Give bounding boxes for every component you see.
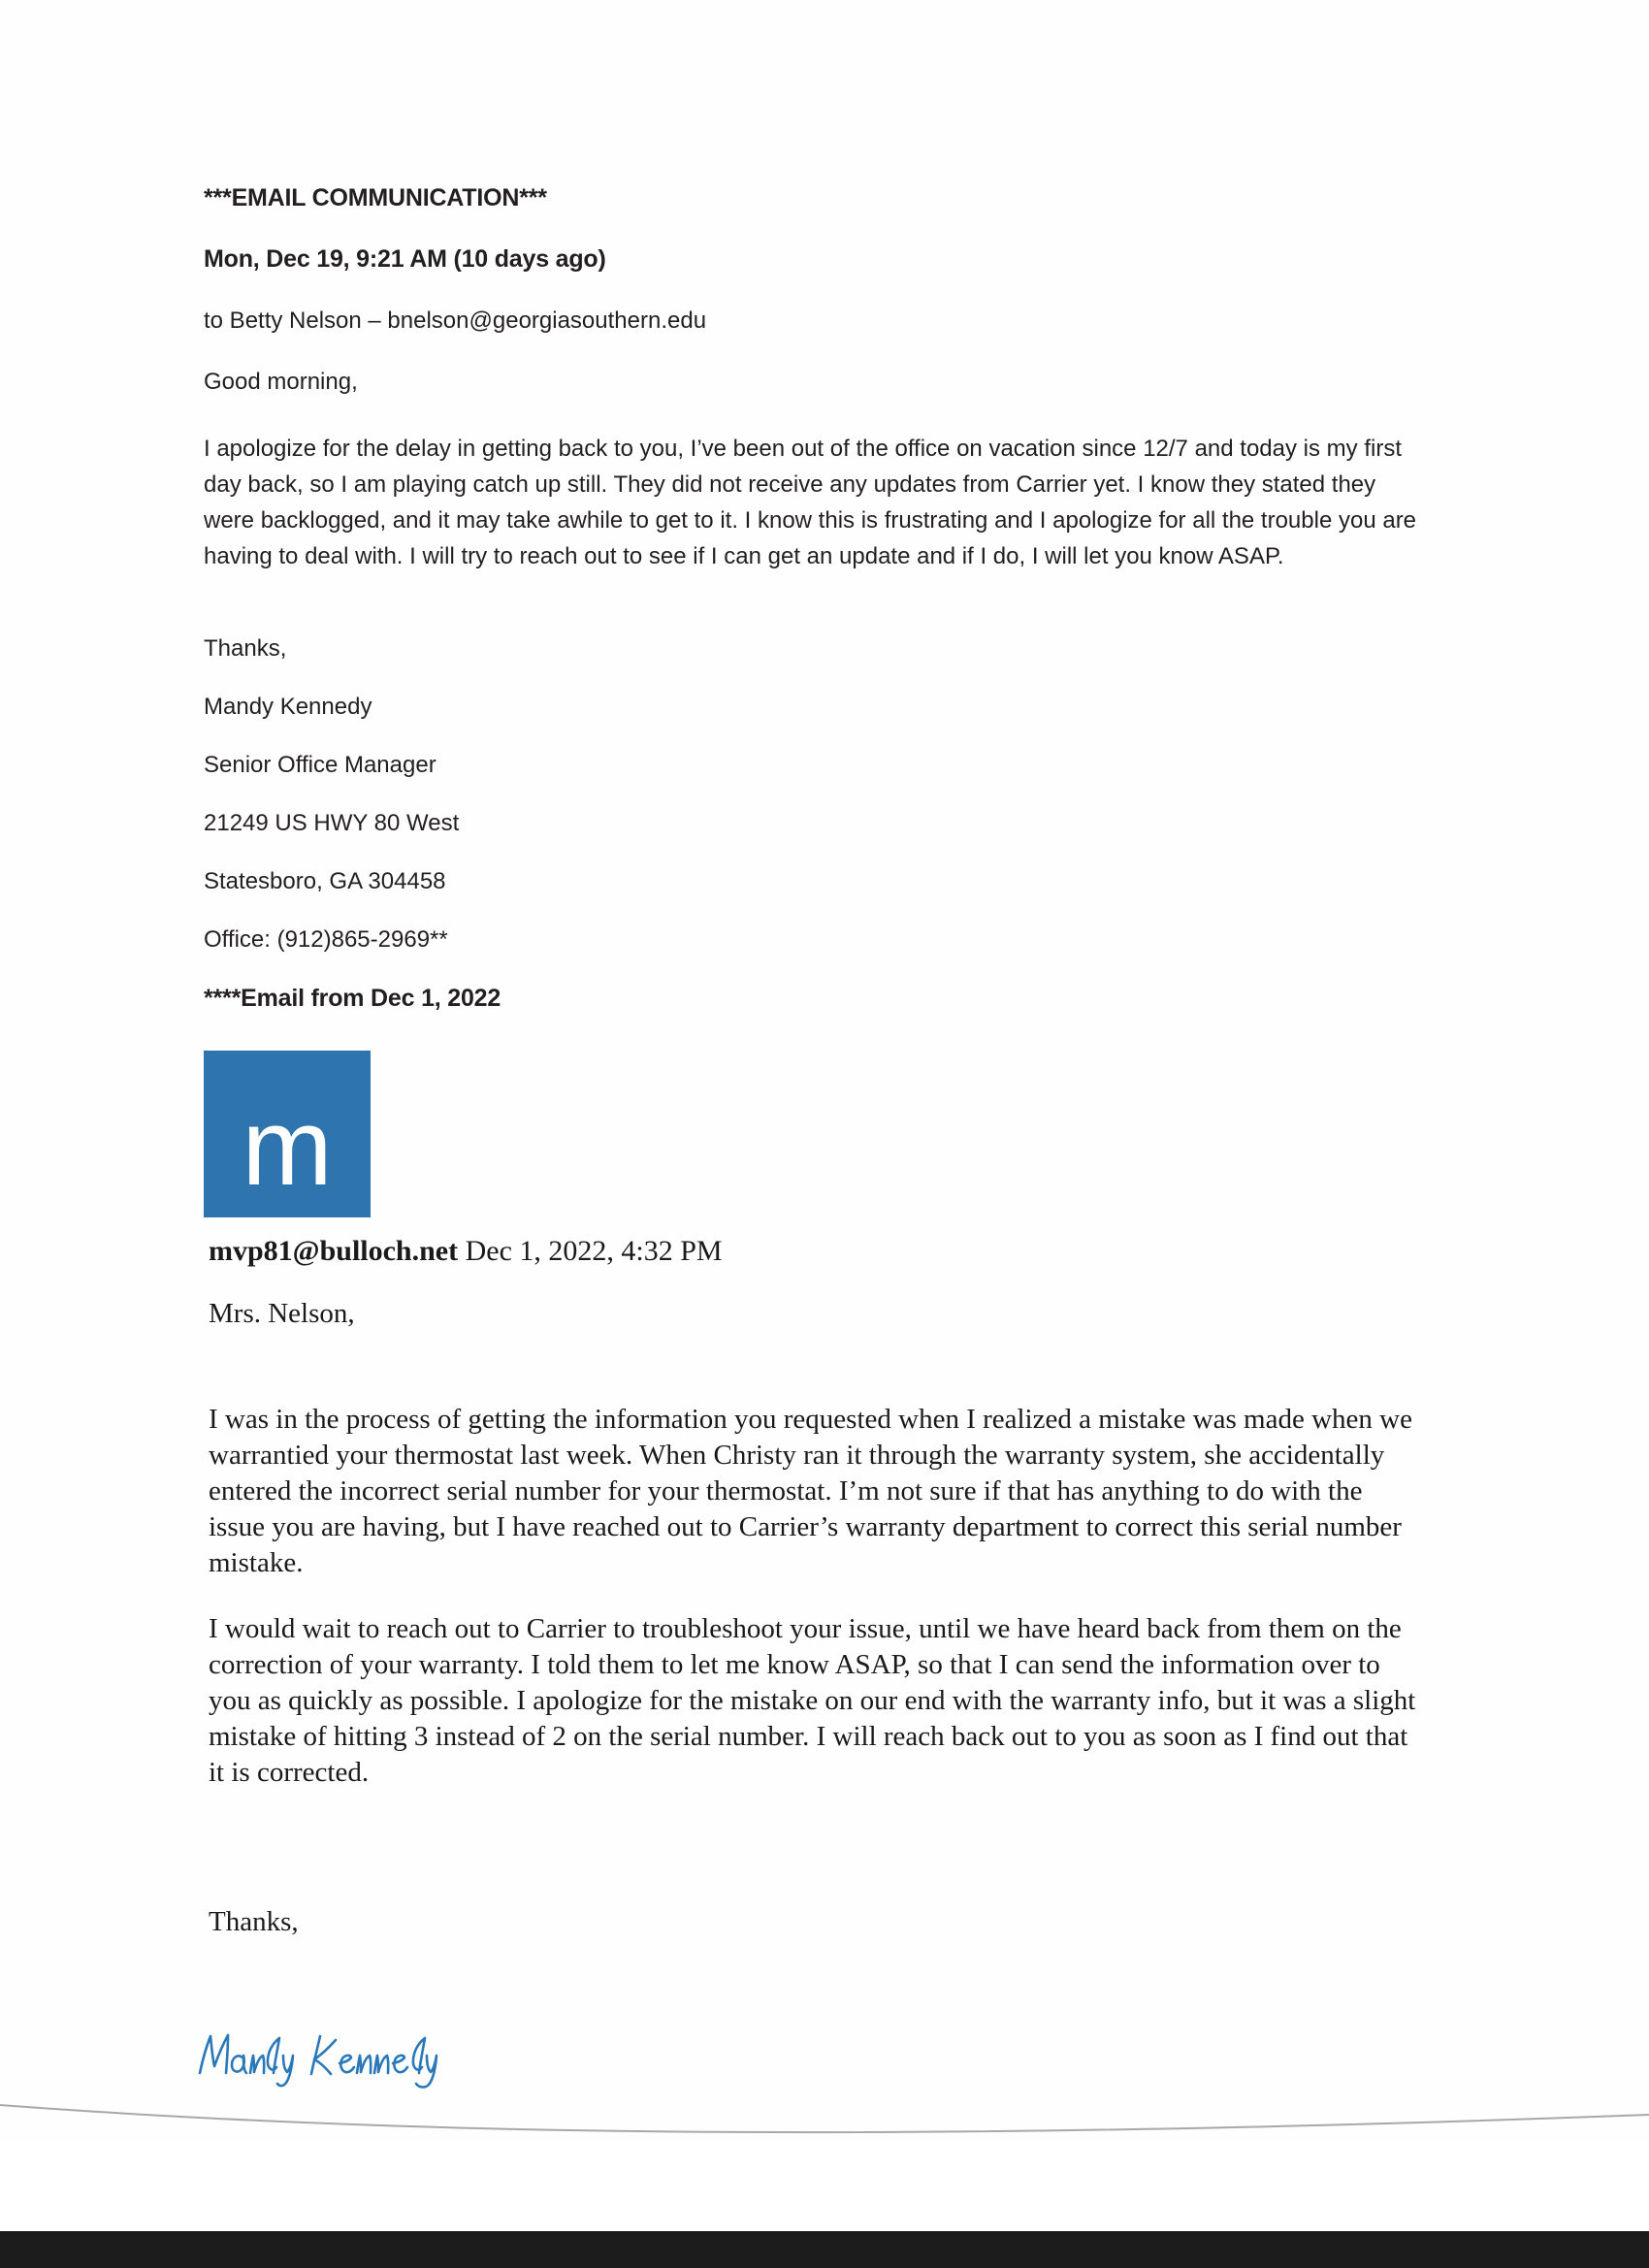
scanner-dark-band [0,2231,1649,2268]
forwarded-sender-line [209,1235,723,1268]
email-greeting: Good morning, [204,369,358,395]
email-signature-name: Mandy Kennedy [204,694,372,720]
email-signature-street: 21249 US HWY 80 West [204,810,460,836]
page-bottom-margin [0,2142,1649,2231]
email-recipient-line: to Betty Nelson – bnelson@georgiasouthern.edu [204,308,707,334]
email-communication-heading: ***EMAIL COMMUNICATION*** [204,184,547,211]
avatar-initial-letter: m [242,1086,333,1208]
forwarded-sender-date: Dec 1, 2022, 4:32 PM [465,1235,723,1267]
sender-avatar [204,1051,371,1217]
forwarded-paragraph-1: I was in the process of getting the information you requested when I realized a mistake was made when we warrantied your thermostat last week. When Christy ran it through the warranty system, she accidentally entered the incorrect serial number for your thermostat. I’m not sure if that has anything to do with the issue you are having, but I have reached out to Carrier’s warranty department to correct this serial number mistake. [209,1404,1412,1578]
handwritten-signature [194,2023,446,2090]
forwarded-email-heading: ****Email from Dec 1, 2022 [204,985,501,1012]
email-body-paragraph: I apologize for the delay in getting back to you, I’ve been out of the office on vacation since 12/7 and today is my first day back, so I am playing catch up still. They did not receive any updates from Carrier yet. I know they stated they were backlogged, and it may take awhile to get to it. I know this is frustrating and I apologize for all the trouble you are having to deal with. I will try to reach out to see if I can get an update and if I do, I will let you know ASAP. [204,436,1417,569]
forwarded-salutation: Mrs. Nelson, [209,1298,355,1329]
email-date-line: Mon, Dec 19, 9:21 AM (10 days ago) [204,245,606,273]
email-signature-city-state-zip: Statesboro, GA 304458 [204,868,446,894]
forwarded-closing: Thanks, [209,1906,299,1937]
forwarded-sender-address: mvp81@bulloch.net [209,1235,459,1267]
email-signature-title: Senior Office Manager [204,752,436,778]
forwarded-paragraph-2: I would wait to reach out to Carrier to troubleshoot your issue, until we have heard back from them on the correction of your warranty. I told them to let me know ASAP, so that I can send the information over to you as quickly as possible. I apologize for the mistake on our end with the warranty info, but it was a slight mistake of hitting 3 instead of 2 on the serial number. I will reach back out to you as soon as I find out that it is corrected. [209,1613,1416,1788]
email-signature-phone: Office: (912)865-2969** [204,926,448,953]
email-signature-closing: Thanks, [204,635,287,662]
